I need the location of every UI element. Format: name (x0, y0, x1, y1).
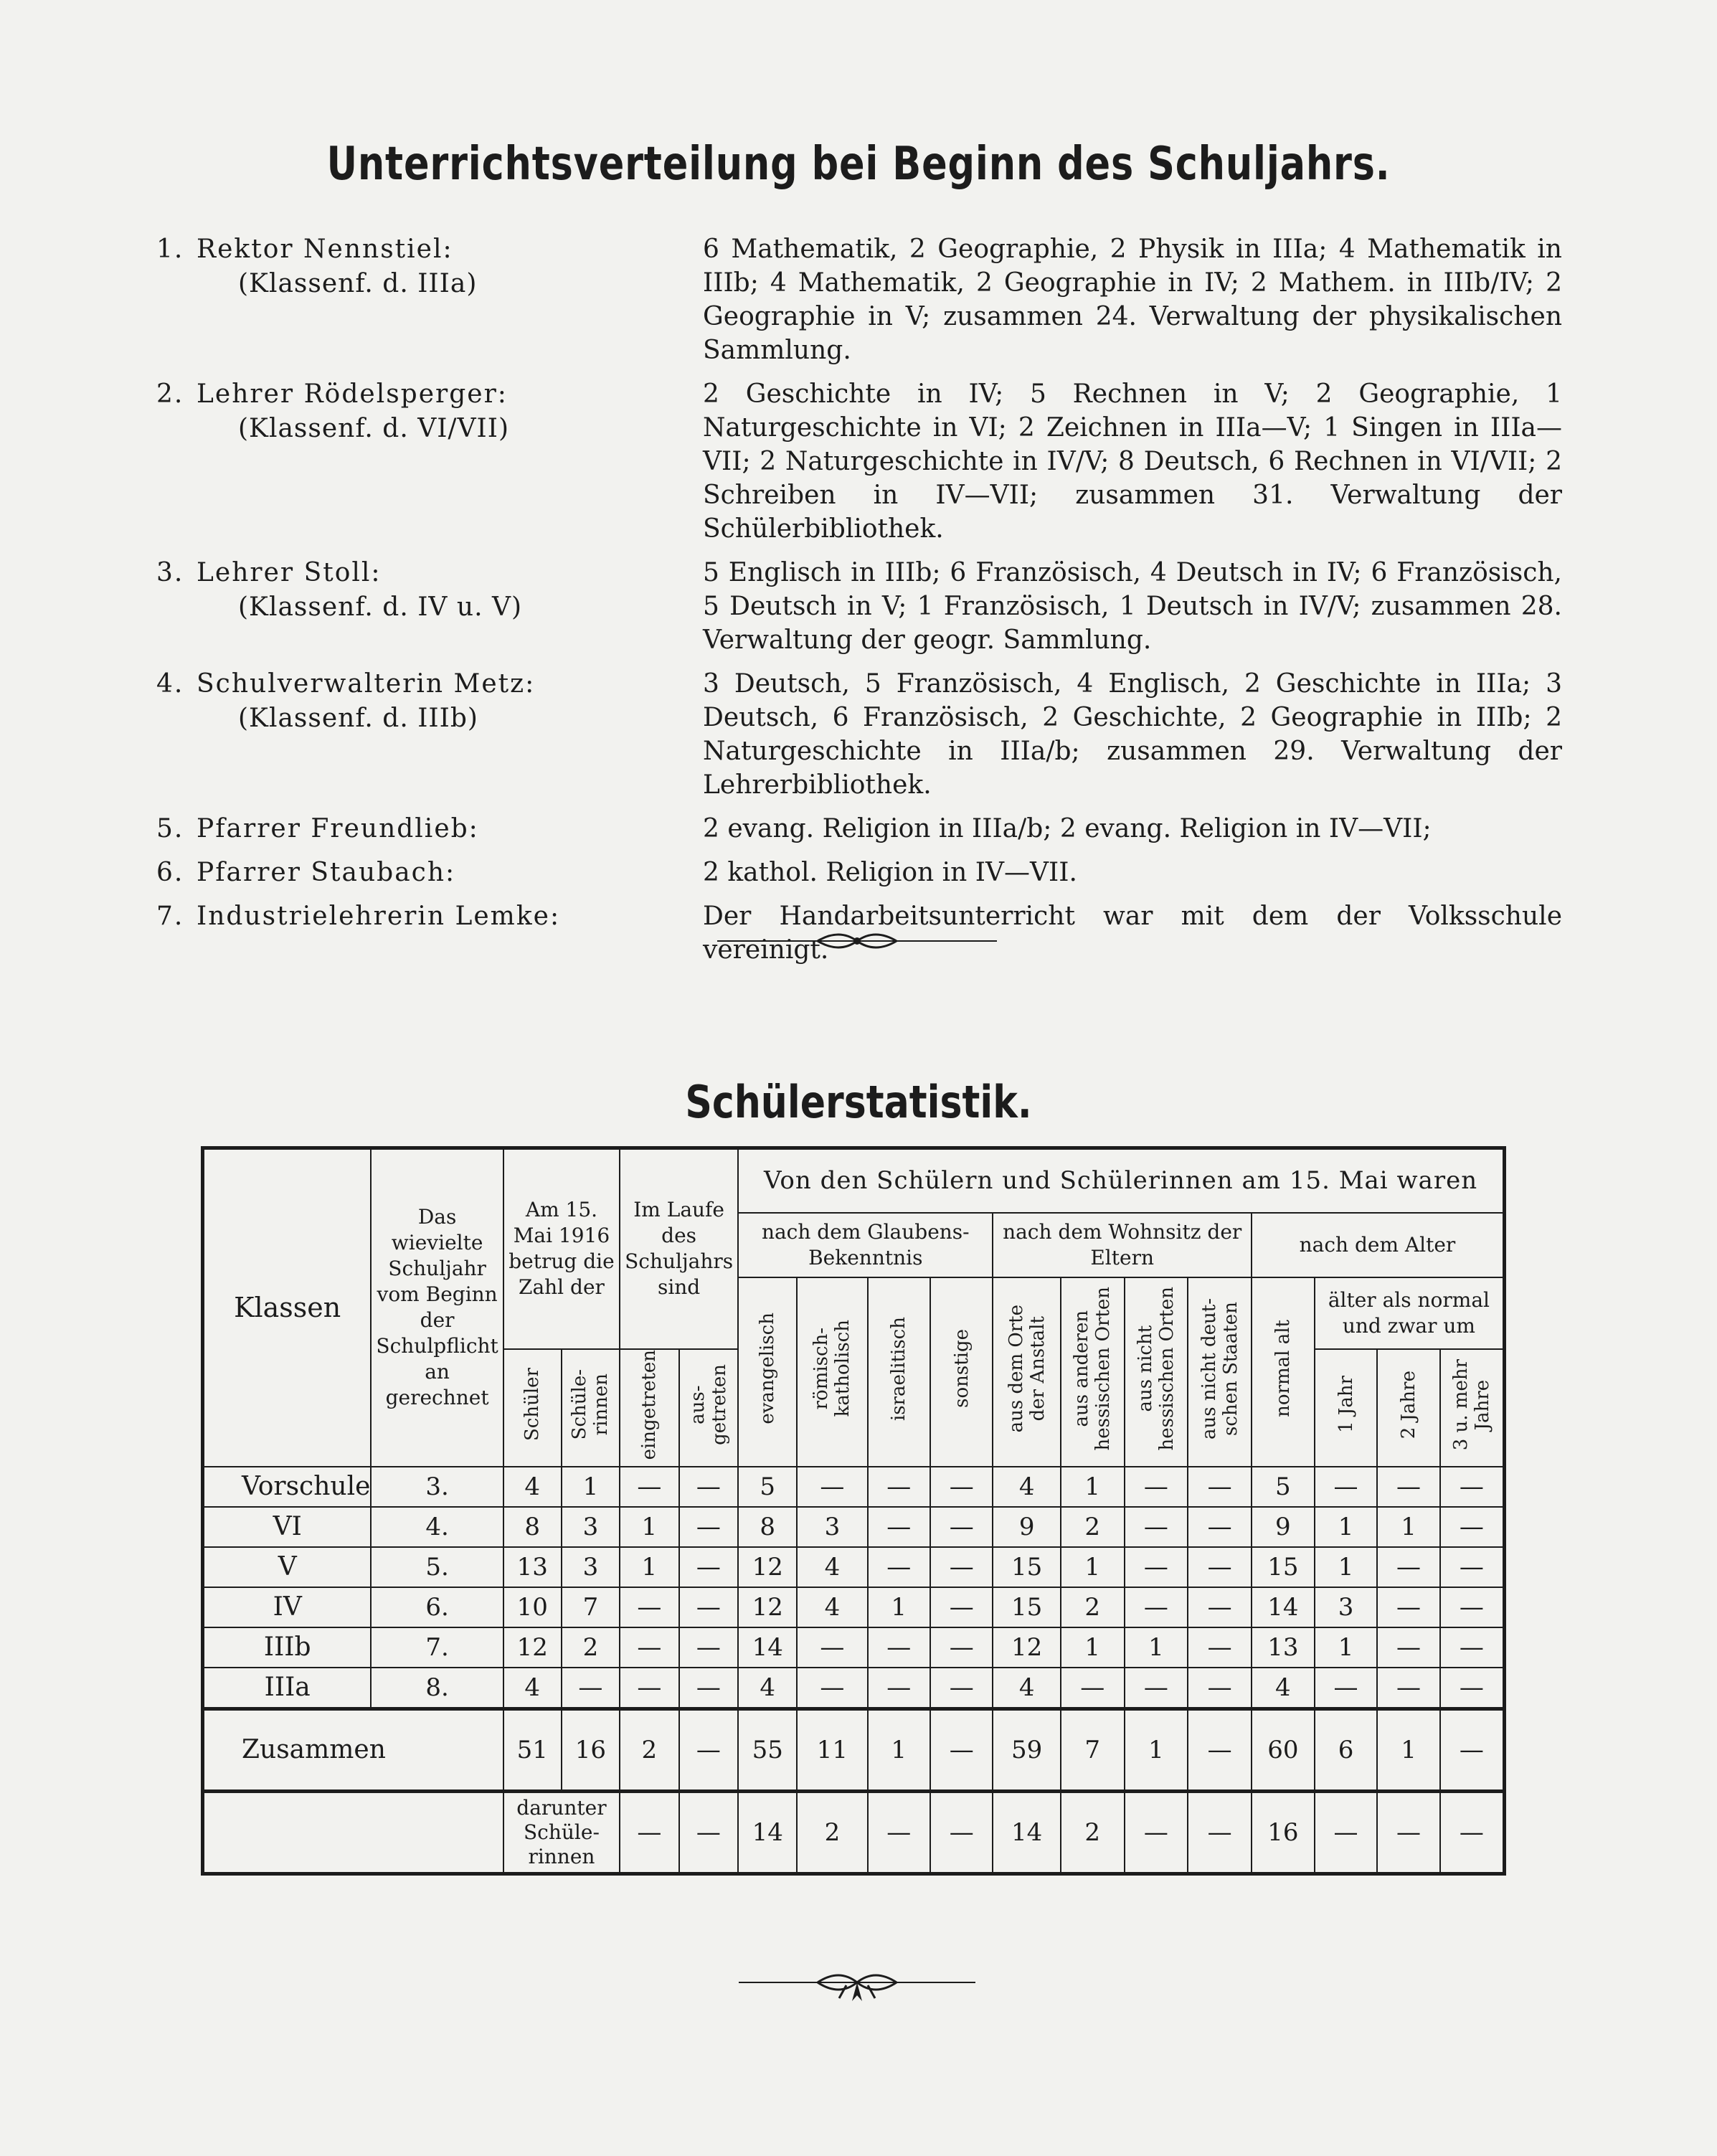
table-cell: — (1440, 1547, 1505, 1587)
table-cell: — (868, 1627, 930, 1668)
teacher-entry (156, 812, 1562, 846)
row-label: IIIa (203, 1668, 372, 1709)
entry-number: 5. (156, 814, 184, 843)
teacher-lessons: Der Handarbeitsunterricht war mit dem der Volksschule vereinigt. (703, 902, 1562, 965)
table-cell: 14 (1252, 1587, 1315, 1627)
table-cell: 12 (993, 1627, 1060, 1668)
teacher-lessons: 2 evang. Religion in IIIa/b; 2 evang. Religion in IV—VII; (703, 814, 1432, 843)
header-klassen: Klassen (203, 1148, 372, 1467)
student-statistics-table (201, 1146, 1506, 1876)
header-schuljahr: Das wievielte Schuljahr vom Beginn der Schulpflicht an gerechnet (371, 1148, 503, 1467)
sum-cell: 60 (1252, 1708, 1315, 1791)
table-cell: 8 (738, 1507, 797, 1547)
table-cell: 7. (371, 1627, 503, 1668)
table-cell: 12 (738, 1547, 797, 1587)
row-label: V (203, 1547, 372, 1587)
entry-number: 3. (156, 558, 184, 587)
header-schueler: Schüler (521, 1368, 544, 1442)
header-wohnsitz: nach dem Wohnsitz der Eltern (993, 1213, 1251, 1277)
girls-cell: — (868, 1791, 930, 1873)
table-cell: — (1125, 1467, 1188, 1507)
table-cell: — (797, 1668, 867, 1709)
teacher-entry (156, 856, 1562, 889)
header-sonstige: sonstige (950, 1329, 973, 1409)
table-cell: 4. (371, 1507, 503, 1547)
table-cell: — (1188, 1627, 1252, 1668)
sum-cell: 11 (797, 1708, 867, 1791)
teacher-lessons: 5 Englisch in IIIb; 6 Französisch, 4 Deutsch in IV; 6 Französisch, 5 Deutsch in V; 1 Französisch, 1 Deutsch in IV/V; zusammen 28. Verwaltung der geogr. Sammlung. (703, 558, 1562, 655)
table-cell: — (620, 1627, 679, 1668)
sum-cell: 2 (620, 1708, 679, 1791)
table-cell: 10 (503, 1587, 562, 1627)
header-eingetreten: eingetreten (638, 1349, 661, 1460)
table-cell: — (868, 1467, 930, 1507)
teacher-lessons: 2 kathol. Religion in IV—VII. (703, 858, 1077, 887)
header-israelitisch: israelitisch (888, 1316, 910, 1421)
table-cell: — (562, 1668, 620, 1709)
girls-cell: 14 (738, 1791, 797, 1873)
table-cell: 15 (1252, 1547, 1315, 1587)
table-cell: 4 (993, 1668, 1060, 1709)
table-cell: — (679, 1668, 739, 1709)
header-evangelisch: evangelisch (757, 1313, 779, 1424)
row-label: IIIb (203, 1627, 372, 1668)
girls-cell: — (1125, 1791, 1188, 1873)
table-cell: 2 (562, 1627, 620, 1668)
table-cell: 1 (868, 1587, 930, 1627)
table-cell: — (1061, 1668, 1125, 1709)
sum-cell: 6 (1315, 1708, 1377, 1791)
table-row (203, 1627, 1505, 1668)
girls-cell: — (679, 1791, 739, 1873)
divider-ornament (717, 925, 997, 954)
table-cell: — (679, 1467, 739, 1507)
table-cell: 2 (1061, 1587, 1125, 1627)
sum-cell: 1 (1125, 1708, 1188, 1791)
table-cell: — (930, 1467, 993, 1507)
table-cell: 1 (1315, 1627, 1377, 1668)
girls-cell: — (1315, 1791, 1377, 1873)
header-glauben: nach dem Glaubens-Bekenntnis (738, 1213, 993, 1277)
sum-cell: — (679, 1708, 739, 1791)
table-cell: 12 (503, 1627, 562, 1668)
table-cell: 4 (738, 1668, 797, 1709)
table-cell: — (1440, 1587, 1505, 1627)
header-schuelerinnen: Schüle- rinnen (569, 1368, 612, 1440)
table-cell: — (1315, 1467, 1377, 1507)
table-cell: 3. (371, 1467, 503, 1507)
sum-cell: — (930, 1708, 993, 1791)
table-cell: — (1188, 1507, 1252, 1547)
table-cell: 15 (993, 1547, 1060, 1587)
table-cell: — (679, 1587, 739, 1627)
teacher-class: (Klassenf. d. IIIa) (238, 269, 478, 298)
table-row (203, 1547, 1505, 1587)
girls-cell: 2 (1061, 1791, 1125, 1873)
table-cell: 3 (1315, 1587, 1377, 1627)
table-cell: 4 (993, 1467, 1060, 1507)
girls-cell: — (930, 1791, 993, 1873)
girls-label: darunter Schüle-rinnen (503, 1791, 620, 1873)
table-cell: — (930, 1507, 993, 1547)
header-normal: normal alt (1272, 1320, 1294, 1418)
table-row (203, 1507, 1505, 1547)
teacher-lessons: 6 Mathematik, 2 Geographie, 2 Physik in IIIa; 4 Mathematik in IIIb; 4 Mathematik, 2 Geographie in IV; 2 Mathem. in IIIb/IV; 2 Geographie in V; zusammen 24. Verwaltung der physikalischen Sammlung. (703, 235, 1562, 365)
table-cell: 5 (738, 1467, 797, 1507)
header-hessisch: aus anderen hessischen Orten (1071, 1286, 1115, 1451)
table-cell: 13 (503, 1547, 562, 1587)
entry-number: 1. (156, 235, 184, 264)
table-cell: — (620, 1668, 679, 1709)
table-cell: — (620, 1587, 679, 1627)
table-row (203, 1587, 1505, 1627)
table-cell: — (868, 1547, 930, 1587)
table-cell: 3 (562, 1507, 620, 1547)
table-cell: — (1377, 1668, 1439, 1709)
teacher-name: Lehrer Stoll: (197, 558, 382, 587)
table-cell: 1 (1125, 1627, 1188, 1668)
sum-cell: 59 (993, 1708, 1060, 1791)
teacher-name: Industrielehrerin Lemke: (197, 902, 561, 931)
table-row (203, 1668, 1505, 1709)
table-cell: — (620, 1467, 679, 1507)
table-cell: 4 (503, 1668, 562, 1709)
teacher-name: Lehrer Rödelsperger: (197, 379, 508, 409)
table-cell: 15 (993, 1587, 1060, 1627)
table-cell: — (1188, 1467, 1252, 1507)
table-cell: — (1188, 1587, 1252, 1627)
sum-cell: — (1440, 1708, 1505, 1791)
table-cell: — (930, 1627, 993, 1668)
row-label: Vorschule (203, 1467, 372, 1507)
teacher-entry (156, 232, 1562, 367)
teacher-class: (Klassenf. d. IV u. V) (238, 592, 522, 622)
table-cell: — (797, 1627, 867, 1668)
table-cell: 2 (1061, 1507, 1125, 1547)
entry-number: 6. (156, 858, 184, 887)
table-cell: — (679, 1507, 739, 1547)
table-cell: 4 (503, 1467, 562, 1507)
header-ausgetreten: aus- getreten (686, 1363, 730, 1445)
table-cell: — (1440, 1467, 1505, 1507)
table-cell: 1 (620, 1507, 679, 1547)
teacher-name: Rektor Nennstiel: (197, 235, 453, 264)
girls-cell: 2 (797, 1791, 867, 1873)
girls-cell: — (1377, 1791, 1439, 1873)
table-body (203, 1467, 1505, 1874)
header-staaten: aus nicht deut- schen Staaten (1198, 1297, 1241, 1439)
table-cell: — (1377, 1547, 1439, 1587)
table-cell: — (1440, 1627, 1505, 1668)
table-cell: — (930, 1668, 993, 1709)
table-cell: — (1188, 1668, 1252, 1709)
table-cell: 9 (1252, 1507, 1315, 1547)
footer-ornament (739, 1965, 975, 2008)
table-row (203, 1467, 1505, 1507)
table-cell: 8. (371, 1668, 503, 1709)
table-cell: 14 (738, 1627, 797, 1668)
girls-cell: — (1440, 1791, 1505, 1873)
table-cell: 4 (797, 1587, 867, 1627)
table-cell: — (1188, 1547, 1252, 1587)
entry-number: 2. (156, 379, 184, 409)
page-title: Unterrichtsverteilung bei Beginn des Schuljahrs. (326, 138, 1391, 191)
table-cell: — (1125, 1547, 1188, 1587)
entry-number: 4. (156, 669, 184, 699)
teacher-name: Pfarrer Freundlieb: (197, 814, 479, 843)
table-cell: 5 (1252, 1467, 1315, 1507)
table-cell: — (868, 1507, 930, 1547)
table-cell: — (1440, 1507, 1505, 1547)
sum-cell: — (1188, 1708, 1252, 1791)
table-cell: — (930, 1587, 993, 1627)
table-cell: — (1315, 1668, 1377, 1709)
sum-row (203, 1708, 1505, 1791)
empty-cell (203, 1791, 503, 1873)
table-cell: 8 (503, 1507, 562, 1547)
table-cell: — (1125, 1507, 1188, 1547)
table-cell: 7 (562, 1587, 620, 1627)
table-cell: 1 (1315, 1507, 1377, 1547)
teacher-class: (Klassenf. d. VI/VII) (238, 414, 510, 443)
girls-cell: 16 (1252, 1791, 1315, 1873)
table-cell: 1 (1061, 1467, 1125, 1507)
table-cell: 3 (797, 1507, 867, 1547)
table-cell: 1 (1315, 1547, 1377, 1587)
girls-cell: — (1188, 1791, 1252, 1873)
header-2-jahre: 2 Jahre (1398, 1370, 1420, 1439)
table-cell: — (1377, 1627, 1439, 1668)
teacher-name: Pfarrer Staubach: (197, 858, 456, 887)
table-cell: — (1440, 1668, 1505, 1709)
sum-cell: 7 (1061, 1708, 1125, 1791)
header-1-jahr: 1 Jahr (1335, 1376, 1357, 1434)
table-cell: — (1125, 1587, 1188, 1627)
teacher-lessons: 2 Geschichte in IV; 5 Rechnen in V; 2 Geographie, 1 Naturgeschichte in VI; 2 Zeichnen in IIIa—V; 1 Singen in IIIa—VII; 2 Naturgeschichte in IV/V; 8 Deutsch, 6 Rechnen in VI/VII; 2 Schreiben in IV—VII; zusammen 31. Verwaltung der Schülerbibliothek. (703, 379, 1562, 544)
table-cell: 9 (993, 1507, 1060, 1547)
table-cell: — (1125, 1668, 1188, 1709)
teaching-distribution (156, 232, 1562, 977)
teacher-entry (156, 667, 1562, 802)
table-cell: 12 (738, 1587, 797, 1627)
sum-label: Zusammen (203, 1708, 503, 1791)
sum-cell: 16 (562, 1708, 620, 1791)
table-cell: — (930, 1547, 993, 1587)
table-cell: — (679, 1627, 739, 1668)
header-3-jahre: 3 u. mehr Jahre (1449, 1358, 1493, 1450)
girls-cell: 14 (993, 1791, 1060, 1873)
table-cell: 1 (1061, 1627, 1125, 1668)
sum-cell: 55 (738, 1708, 797, 1791)
table-cell: 4 (1252, 1668, 1315, 1709)
table-cell: 3 (562, 1547, 620, 1587)
table-cell: 6. (371, 1587, 503, 1627)
table-cell: 1 (1061, 1547, 1125, 1587)
row-label: VI (203, 1507, 372, 1547)
header-alter: nach dem Alter (1252, 1213, 1505, 1277)
sum-cell: 51 (503, 1708, 562, 1791)
header-laufe: Im Laufe des Schuljahrs sind (620, 1148, 738, 1349)
table-cell: — (868, 1668, 930, 1709)
teacher-class: (Klassenf. d. IIIb) (238, 704, 478, 733)
table-cell: 4 (797, 1547, 867, 1587)
header-aelter: älter als normal und zwar um (1315, 1277, 1505, 1349)
header-zahl: Am 15. Mai 1916 betrug die Zahl der (503, 1148, 620, 1349)
table-cell: 5. (371, 1547, 503, 1587)
table-cell: — (1377, 1467, 1439, 1507)
header-ort: aus dem Orte der Anstalt (1005, 1304, 1049, 1433)
entry-number: 7. (156, 902, 184, 931)
header-von-den-schuelern: Von den Schülern und Schülerinnen am 15. Mai waren (738, 1148, 1504, 1213)
table-cell: — (797, 1467, 867, 1507)
table-cell: 1 (620, 1547, 679, 1587)
teacher-name: Schulverwalterin Metz: (197, 669, 536, 699)
table-cell: 1 (1377, 1507, 1439, 1547)
table-cell: 1 (562, 1467, 620, 1507)
sum-cell: 1 (868, 1708, 930, 1791)
table-cell: 13 (1252, 1627, 1315, 1668)
teacher-entry (156, 377, 1562, 546)
statistics-title: Schülerstatistik. (685, 1076, 1032, 1128)
sum-cell: 1 (1377, 1708, 1439, 1791)
table-cell: — (1377, 1587, 1439, 1627)
girls-row (203, 1791, 1505, 1873)
table-cell: — (679, 1547, 739, 1587)
teacher-lessons: 3 Deutsch, 5 Französisch, 4 Englisch, 2 Geschichte in IIIa; 3 Deutsch, 6 Französisch, 2 Geschichte, 2 Geographie in IIIb; 2 Naturgeschichte in IIIa/b; zusammen 29. Verwaltung der Lehrerbibliothek. (703, 669, 1562, 800)
header-katholisch: römisch- katholisch (810, 1320, 854, 1417)
girls-cell: — (620, 1791, 679, 1873)
row-label: IV (203, 1587, 372, 1627)
header-nicht-hessisch: aus nicht hessischen Orten (1134, 1286, 1178, 1451)
teacher-entry (156, 556, 1562, 657)
